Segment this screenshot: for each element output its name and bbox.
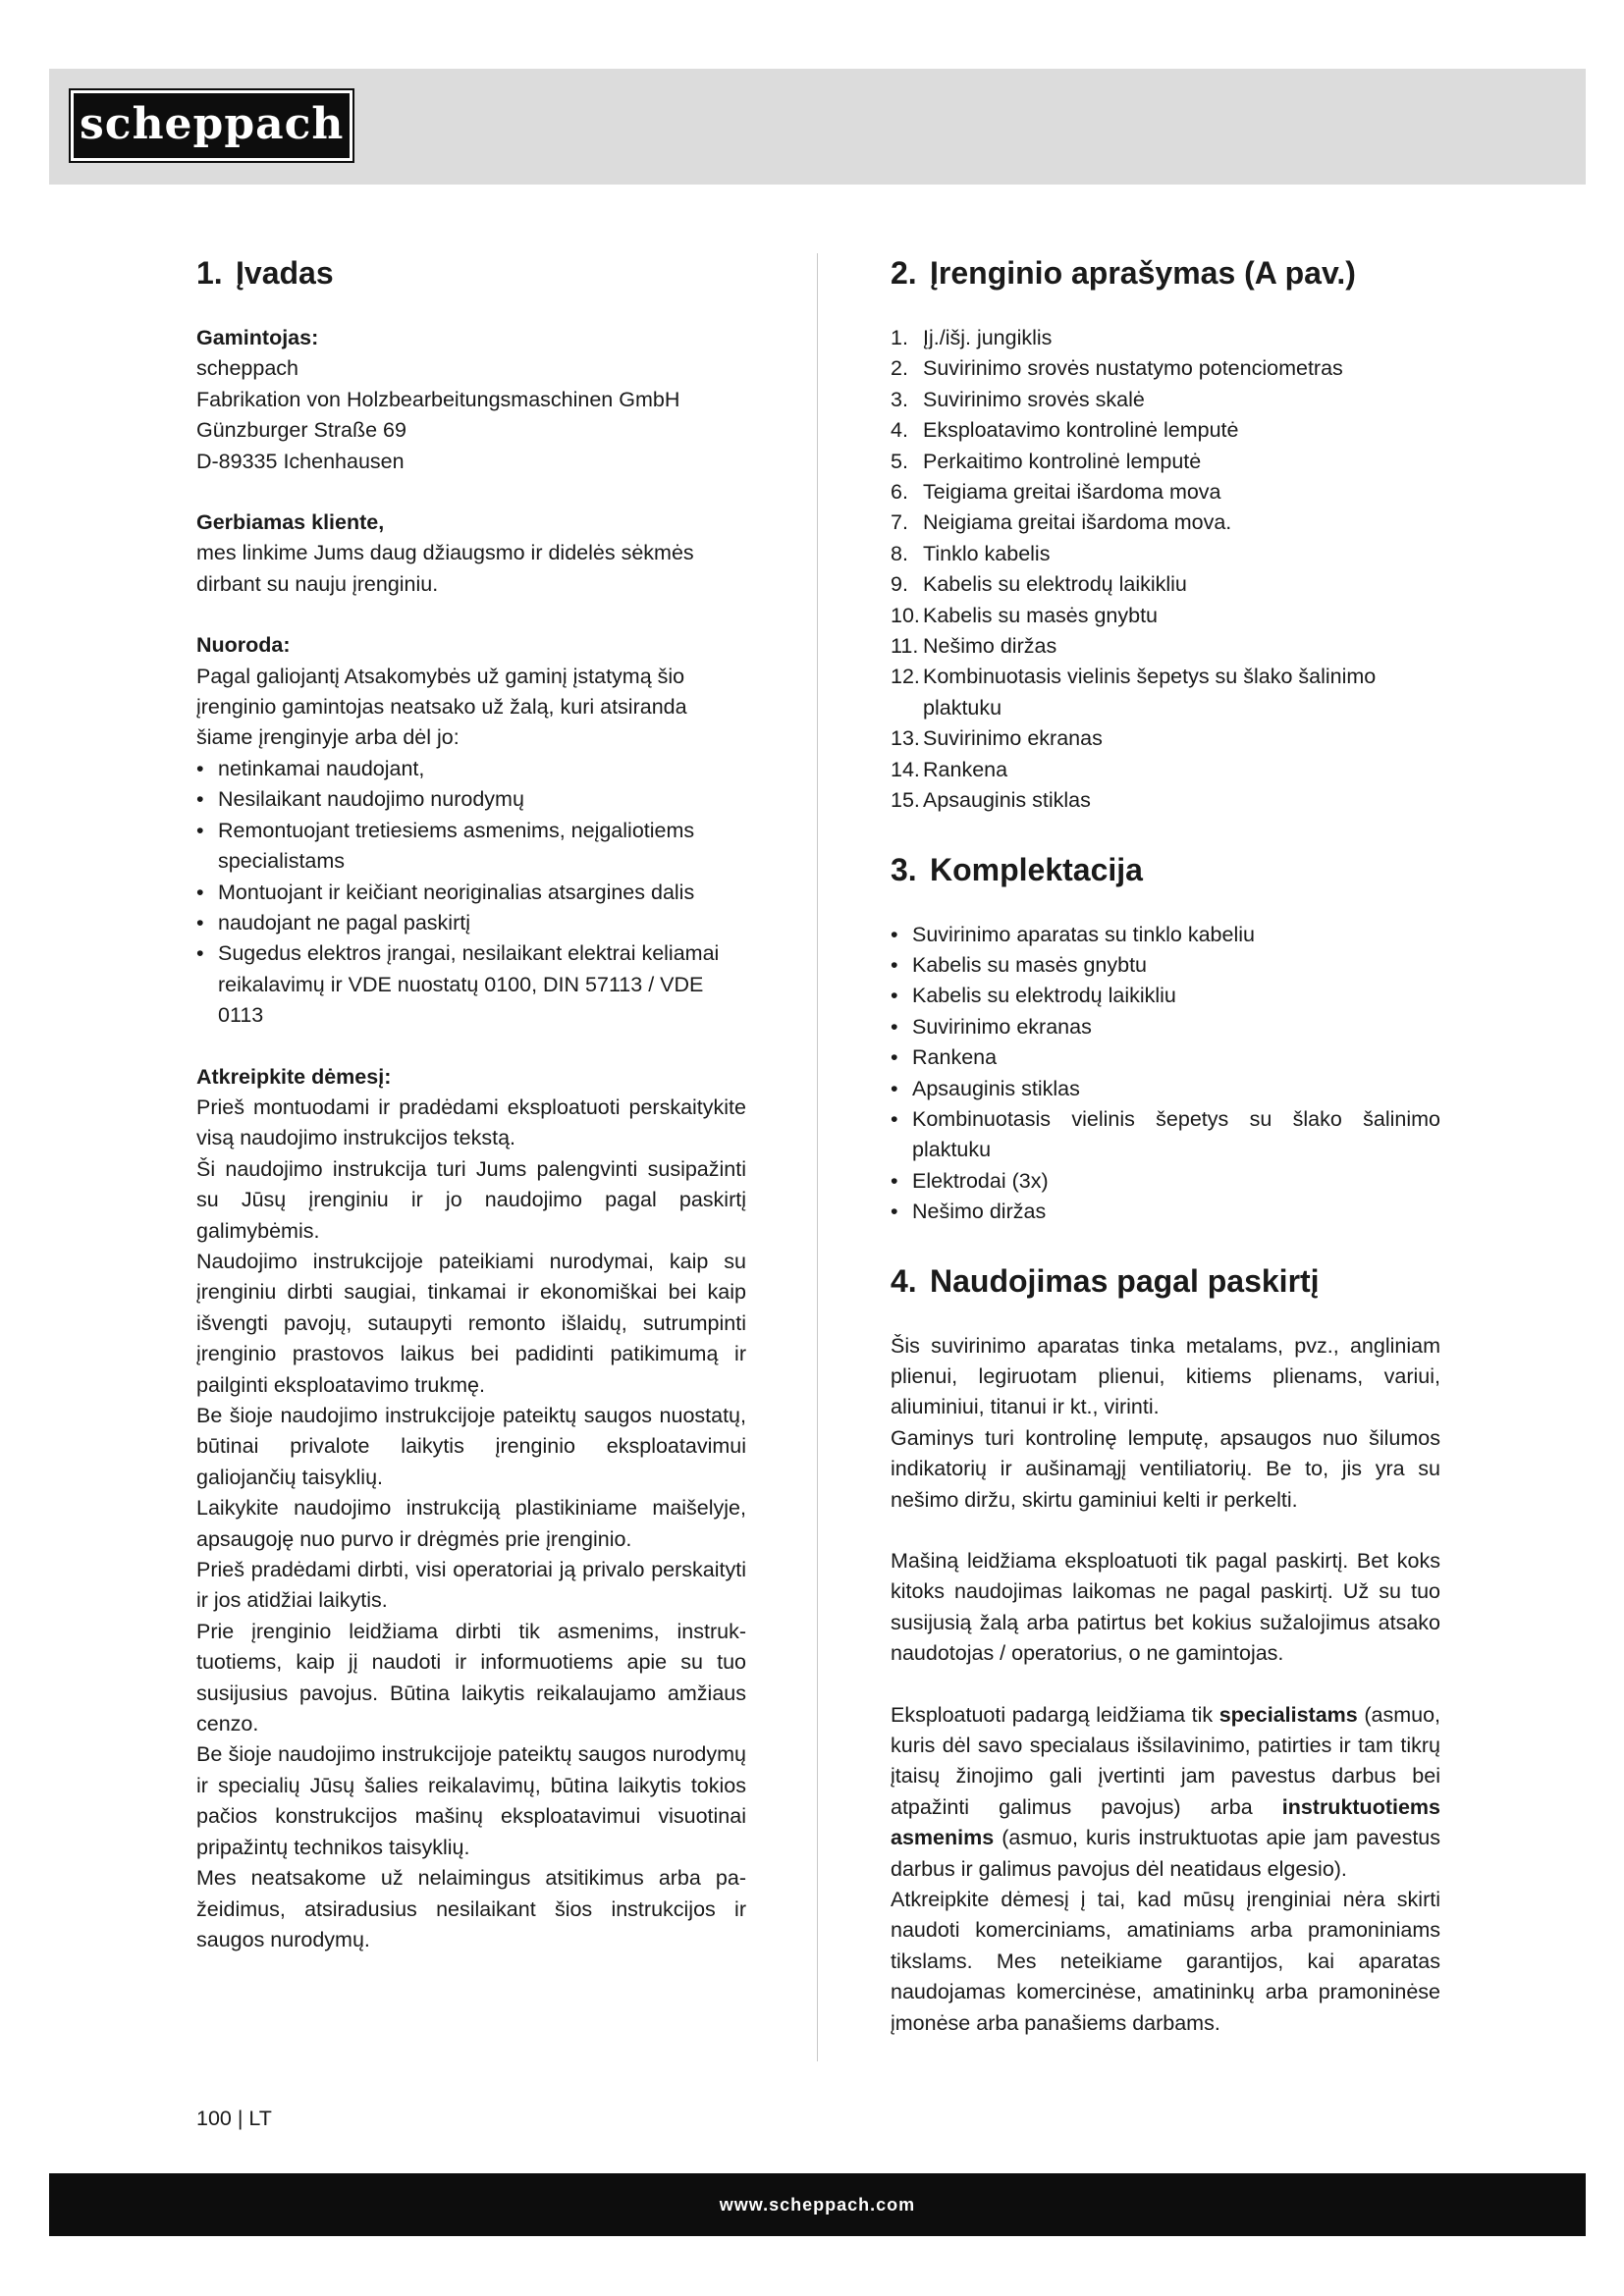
note-list	[196, 754, 746, 1032]
paragraph: Gaminys turi kontrolinę lemputę, apsaugos nuo šilumos indikatorių ir aušinamąjį ventiliatorių. Be to, jis yra su nešimo diržu, skirtu gaminiui kelti ir perkelti.	[891, 1425, 1440, 1512]
section-2-title: 2. Įrenginio aprašymas (A pav.)	[891, 255, 1356, 291]
parts-list	[891, 323, 1440, 817]
paragraph: Prieš pradėdami dirbti, visi operatoriai ją privalo perskaityti ir jos atidžiai laikytis.	[196, 1558, 746, 1613]
list-item: • Suvirinimo ekranas	[891, 1012, 1440, 1042]
manufacturer-label: Gamintojas:	[196, 326, 319, 349]
list-item: 15. Apsauginis stiklas	[891, 788, 1091, 813]
note-text: Pagal galiojantį Atsakomybės už gaminį įstatymą šio įrenginio gamintojas neatsako už žalą, kuri atsiranda šiame įrenginyje arba dėl jo:	[196, 664, 687, 750]
paragraph: Laikykite naudojimo instrukciją plastikiniame maišelyje, apsaugoję nuo purvo ir drėgmės prie įrenginio.	[196, 1496, 746, 1551]
paragraph: Atkreipkite dėmesį į tai, kad mūsų įrenginiai nėra skirti naudoti komerciniams, amatiniams arba pramoniniams tikslams. Mes neteikiame garantijos, kai aparatas naudojamas komercinėse, amatininkų arba pramoninėse įmonėse arba panašiems darbams.	[891, 1888, 1440, 2035]
list-item: • naudojant ne pagal paskirtį	[196, 908, 746, 938]
list-item: 7. Neigiama greitai išardoma mova.	[891, 510, 1232, 535]
list-item: • Montuojant ir keičiant neoriginalias atsargines dalis	[196, 878, 746, 908]
list-item: 2. Suvirinimo srovės nustatymo potenciometras	[891, 356, 1343, 381]
dear-customer-label: Gerbiamas kliente,	[196, 510, 385, 535]
list-item: 1. Įj./išj. jungiklis	[891, 326, 1053, 349]
list-item: • Apsauginis stiklas	[891, 1074, 1440, 1104]
paragraph: Mašiną leidžiama eksploatuoti tik pagal paskirtį. Bet koks kitoks naudojimas laikomas ne pagal paskirtį. Už su tuo susijusią žalą arba patirtus bet kokius sužalojimus atsako naudotojas / operatorius, o ne gamintojas.	[891, 1549, 1440, 1666]
list-item: 12. Kombinuotasis vielinis šepetys su šlako šalinimo plaktuku	[891, 665, 1377, 720]
right-column	[891, 250, 1440, 2039]
paragraph: Ši naudojimo instrukcija turi Jums palengvinti susipažinti su Jūsų įrenginiu ir jo naudojimo pagal paskirtį galimybėmis.	[196, 1156, 746, 1243]
manufacturer-line: Günzburger Straße 69	[196, 418, 406, 443]
list-item: 4. Eksploatavimo kontrolinė lemputė	[891, 418, 1239, 443]
paragraph: Eksploatuoti padargą leidžiama tik specialistams (asmuo, kuris dėl savo specialaus išsilavinimo, patirties ir tam tikrų įtaisų žinojimo gali įvertinti jam pavestus darbus bei atpažinti galimus pavojus) arba instruktuotiems asmenims (asmuo, kuris instruktuotas apie jam pavestus darbus ir galimus pavojus dėl neatidaus elgesio).	[891, 1702, 1441, 1881]
section-4-text	[891, 1331, 1440, 2040]
list-item: • Nesilaikant naudojimo nurodymų	[196, 784, 746, 815]
attention-text	[196, 1093, 746, 1955]
paragraph: Prie įrenginio leidžiama dirbti tik asmenims, instruktuotiems, kaip jį naudoti ir informuotiems apie su tuo susijusius pavojus. Būtina laikytis reikalaujamo amžiaus cenzo.	[196, 1619, 746, 1736]
manufacturer-line: Fabrikation von Holzbearbeitungsmaschinen GmbH	[196, 387, 680, 411]
website-url: www.scheppach.com	[719, 2195, 916, 2215]
paragraph: Šis suvirinimo aparatas tinka metalams, pvz., angliniam plienui, legiruotam plienui, kitiems plienams, variui, aliuminiui, titanui ir kt., virinti.	[891, 1333, 1440, 1419]
paragraph: Naudojimo instrukcijoje pateikiami nurodymai, kaip su įrenginiu dirbti saugiai, tinkamai ir ekonomiškai bei kaip išvengti pavojų, sutaupyti remonto išlaidų, sutrumpinti įrenginio prastovos laikus bei padidinti patikimumą ir pailginti eksploatavimo trukmę.	[196, 1249, 746, 1397]
manufacturer-line: D-89335 Ichenhausen	[196, 449, 405, 473]
paragraph: Mes neatsakome už nelaimingus atsitikimus arba pažeidimus, atsiradusius nesilaikant šios instrukcijos ir saugos nurodymų.	[196, 1866, 746, 1951]
note-label: Nuoroda:	[196, 633, 291, 658]
list-item: • Elektrodai (3x)	[891, 1166, 1440, 1197]
section-3-title: 3. Komplektacija	[891, 851, 1143, 887]
list-item: • netinkamai naudojant,	[196, 754, 746, 784]
list-item: 3. Suvirinimo srovės skalė	[891, 387, 1145, 411]
list-item: 10. Kabelis su masės gnybtu	[891, 603, 1159, 627]
list-item: 8. Tinklo kabelis	[891, 541, 1051, 565]
list-item: 13. Suvirinimo ekranas	[891, 726, 1103, 751]
list-item: • Nešimo diržas	[891, 1197, 1440, 1227]
list-item: 6. Teigiama greitai išardoma mova	[891, 480, 1221, 505]
left-column	[196, 250, 746, 1955]
kit-list	[891, 920, 1440, 1228]
column-divider	[817, 253, 818, 2061]
list-item: • Sugedus elektros įrangai, nesilaikant elektrai keliamai reikalavimų ir VDE nuostatų 0100, DIN 57113 / VDE 0113	[196, 938, 746, 1031]
list-item: • Rankena	[891, 1042, 1440, 1073]
list-item: • Remontuojant tretiesiems asmenims, neįgaliotiems specialistams	[196, 816, 746, 878]
section-1-title: 1. Įvadas	[196, 255, 334, 291]
attention-label: Atkreipkite dėmesį:	[196, 1064, 392, 1089]
list-item: • Kabelis su elektrodų laikikliu	[891, 981, 1440, 1011]
page-header	[49, 69, 1586, 185]
brand-logo: scheppach	[71, 90, 352, 161]
page-number: 100 | LT	[196, 2107, 272, 2130]
paragraph: Be šioje naudojimo instrukcijoje pateiktų saugos nurodymų ir specialių Jūsų šalies reikalavimų, būtina laikytis tokios pačios konstrukcijos mašinų eksploatavimui visuotinai pripažintų technikos taisyklių.	[196, 1742, 746, 1859]
list-item: • Kabelis su masės gnybtu	[891, 950, 1440, 981]
list-item: 5. Perkaitimo kontrolinė lemputė	[891, 449, 1202, 473]
list-item: 9. Kabelis su elektrodų laikikliu	[891, 572, 1187, 597]
dear-customer-text: mes linkime Jums daug džiaugsmo ir didelės sėkmės dirbant su nauju įrenginiu.	[196, 541, 694, 596]
paragraph: Be šioje naudojimo instrukcijoje pateiktų saugos nuostatų, būtinai privalote laikytis įrenginio eksploatavimui galiojančių taisyklių.	[196, 1404, 746, 1489]
paragraph: Prieš montuodami ir pradėdami eksploatuoti perskaitykite visą naudojimo instrukcijos tekstą.	[196, 1095, 746, 1150]
list-item: • Suvirinimo aparatas su tinklo kabeliu	[891, 920, 1440, 950]
section-4-title: 4. Naudojimas pagal paskirtį	[891, 1262, 1320, 1299]
page-footer	[49, 2173, 1586, 2236]
list-item: • Kombinuotasis vielinis šepetys su šlako šalinimo plaktuku	[891, 1104, 1440, 1166]
manufacturer-line: scheppach	[196, 356, 298, 381]
list-item: 14. Rankena	[891, 757, 1008, 781]
list-item: 11. Nešimo diržas	[891, 634, 1057, 659]
